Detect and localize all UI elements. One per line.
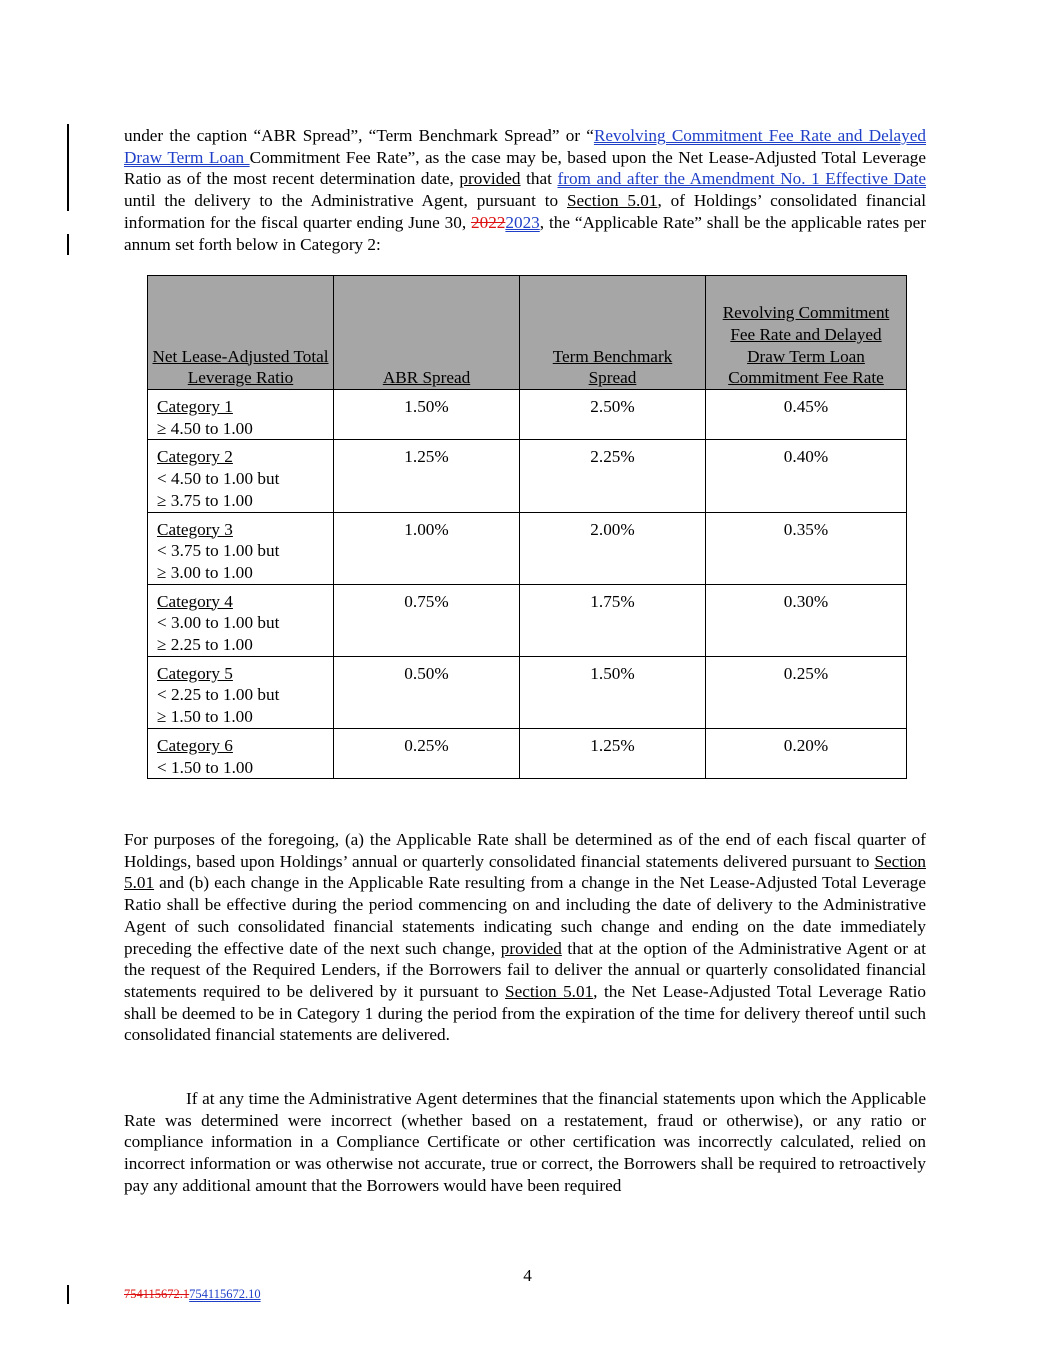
table-row xyxy=(148,728,907,778)
change-bar xyxy=(67,1285,69,1304)
abr-cell: 0.75% xyxy=(334,584,520,656)
ratio-range: ≥ 1.50 to 1.00 xyxy=(157,707,253,727)
section-reference: Section 5.01 xyxy=(566,191,658,211)
table-row xyxy=(148,390,907,440)
abr-cell: 0.50% xyxy=(334,656,520,728)
abr-cell: 1.25% xyxy=(334,440,520,512)
table-row xyxy=(148,656,907,728)
deleted-doc-id: 754115672.1 xyxy=(124,1287,190,1301)
section-reference: Section 5.01 xyxy=(505,981,594,1001)
ratio-cell xyxy=(148,656,334,728)
column-header: Revolving Commitment Fee Rate and Delayed Draw Term Loan Commitment Fee Rate xyxy=(706,276,907,390)
term-cell: 1.75% xyxy=(520,584,706,656)
paragraph-text: If at any time the Administrative Agent determines that the financial statements upon which the Applicable Rate was determined were incorrect (whether based on a restatement, fraud or otherwise), or any ratio or compliance information in a Compliance Certificate or other certification was incorrectly calculated, relied on incorrect information or was otherwise not accurate, true or correct, the Borrowers shall be required to retroactively pay any additional amount that the Borrowers would have been required xyxy=(124,1089,926,1195)
table-header-row xyxy=(148,276,907,390)
ratio-cell xyxy=(148,390,334,440)
intro-paragraph xyxy=(124,125,926,255)
change-bar xyxy=(67,124,69,211)
fee-cell: 0.40% xyxy=(706,440,907,512)
fee-cell: 0.25% xyxy=(706,656,907,728)
intro-text: until the delivery to the Administrative Agent, pursuant to xyxy=(124,191,567,211)
term-cell: 1.25% xyxy=(520,728,706,778)
intro-text: , of Holdings’ consolidated financial information for the fiscal quarter ending June 30, xyxy=(124,191,926,232)
term-cell: 1.50% xyxy=(520,656,706,728)
column-header: ABR Spread xyxy=(334,276,520,390)
column-header: Net Lease-Adjusted Total Leverage Ratio xyxy=(148,276,334,390)
intro-text: that xyxy=(520,169,558,189)
provided-term: provided xyxy=(500,938,562,958)
intro-text: under the caption “ABR Spread”, “Term Benchmark Spread” or “ xyxy=(124,126,594,145)
ratio-cell xyxy=(148,512,334,584)
category-label: Category 1 xyxy=(157,397,233,416)
ratio-range: < 1.50 to 1.00 xyxy=(157,757,254,777)
ratio-range: < 4.50 to 1.00 but xyxy=(157,469,280,489)
ratio-range: ≥ 3.75 to 1.00 xyxy=(157,490,253,510)
inserted-text: from and after the Amendment No. 1 Effective Date xyxy=(557,169,926,189)
section-reference: Section 5.01 xyxy=(124,851,926,893)
ratio-range: < 2.25 to 1.00 but xyxy=(157,685,280,705)
category-label: Category 6 xyxy=(157,735,233,755)
fee-cell: 0.20% xyxy=(706,728,907,778)
paragraph-text: , the Net Lease-Adjusted Total Leverage Ratio shall be deemed to be in Category 1 during the period from the expiration of the time for delivery thereof until such consolidated financial statements are delivered. xyxy=(124,981,926,1045)
inserted-doc-id: 754115672.10 xyxy=(189,1287,261,1301)
intro-text: Commitment Fee Rate”, as the case may be, based upon the Net Lease-Adjusted Total Leverage Ratio as of the most recent determination date, xyxy=(124,147,926,189)
ratio-range: < 3.00 to 1.00 but xyxy=(157,613,280,633)
inserted-text: Revolving Commitment Fee Rate and Delayed Draw Term Loan xyxy=(124,126,926,167)
paragraph-text: and (b) each change in the Applicable Rate resulting from a change in the Net Lease-Adjusted Total Leverage Ratio shall be effective during the period commencing on and including the date of delivery to the Administrative Agent of such consolidated financial statements indicating such change and ending on the date immediately preceding the effective date of the next such change, xyxy=(124,873,926,958)
fee-cell: 0.30% xyxy=(706,584,907,656)
pricing-grid-table xyxy=(147,275,907,779)
column-header: Term Benchmark Spread xyxy=(520,276,706,390)
ratio-range: < 3.75 to 1.00 but xyxy=(157,541,280,561)
category-label: Category 3 xyxy=(157,519,233,539)
adjustment-paragraph xyxy=(124,1088,926,1197)
ratio-range: ≥ 4.50 to 1.00 xyxy=(157,418,253,438)
ratio-cell xyxy=(148,440,334,512)
definitions-paragraph xyxy=(124,829,926,1046)
fee-cell: 0.35% xyxy=(706,512,907,584)
ratio-cell xyxy=(148,728,334,778)
provided-term: provided xyxy=(459,169,521,189)
ratio-range: ≥ 3.00 to 1.00 xyxy=(157,562,253,582)
paragraph-text: For purposes of the foregoing, (a) the Applicable Rate shall be determined as of the end of each fiscal quarter of Holdings, based upon Holdings’ annual or quarterly consolidated financial statements delivered pursuant to xyxy=(124,830,926,871)
document-id xyxy=(124,1287,261,1302)
category-label: Category 4 xyxy=(157,591,233,611)
paragraph-text: that at the option of the Administrative Agent or at the request of the Required Lenders, if the Borrowers fail to deliver the annual or quarterly consolidated financial statements required to be delivered by it pursuant to xyxy=(124,938,926,1001)
deleted-text: 2022 xyxy=(471,212,506,232)
term-cell: 2.25% xyxy=(520,440,706,512)
inserted-text: 2023 xyxy=(505,212,540,232)
term-cell: 2.50% xyxy=(520,390,706,440)
table-row xyxy=(148,584,907,656)
abr-cell: 1.00% xyxy=(334,512,520,584)
change-bar xyxy=(67,234,69,255)
category-label: Category 2 xyxy=(157,447,233,467)
table-row xyxy=(148,440,907,512)
table-row xyxy=(148,512,907,584)
category-label: Category 5 xyxy=(157,663,233,683)
ratio-range: ≥ 2.25 to 1.00 xyxy=(157,635,253,655)
fee-cell: 0.45% xyxy=(706,390,907,440)
ratio-cell xyxy=(148,584,334,656)
page-number: 4 xyxy=(523,1266,532,1285)
intro-text: , the “Applicable Rate” shall be the applicable rates per annum set forth below in Category 2: xyxy=(124,212,926,254)
abr-cell: 1.50% xyxy=(334,390,520,440)
abr-cell: 0.25% xyxy=(334,728,520,778)
term-cell: 2.00% xyxy=(520,512,706,584)
